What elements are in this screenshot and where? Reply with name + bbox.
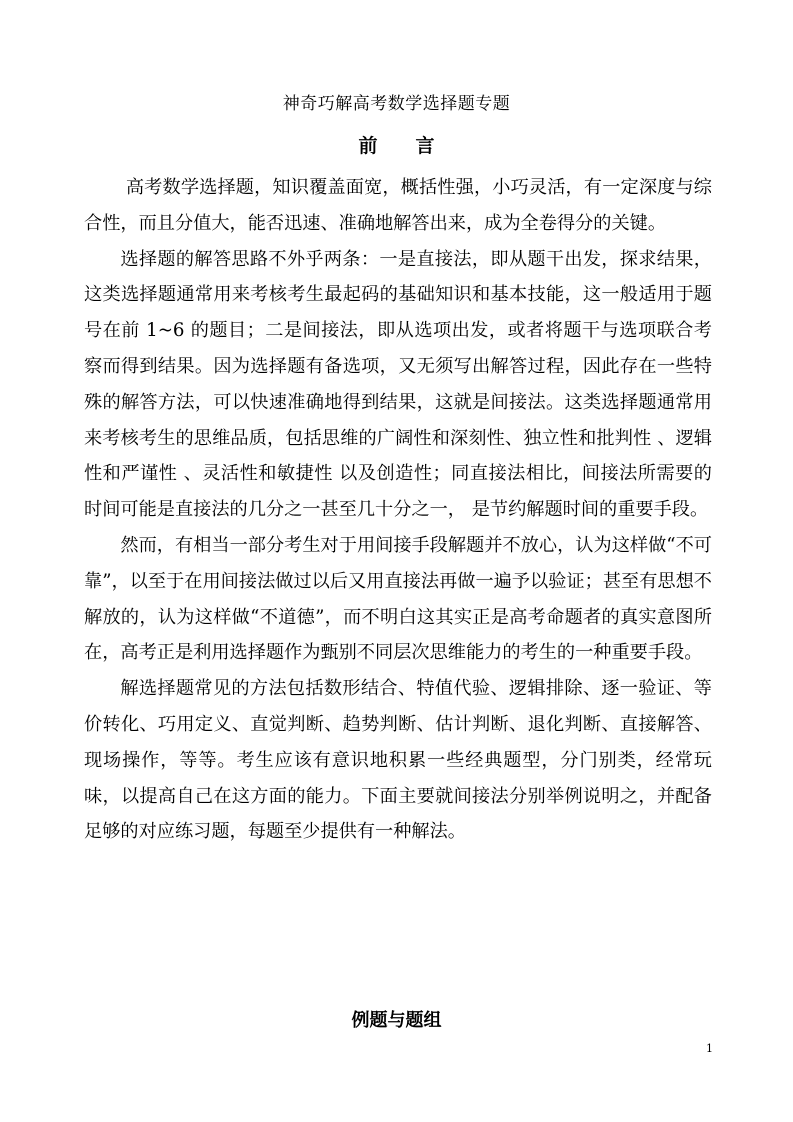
subheading-examples: 例题与题组 [351,1010,442,1031]
document-title: 神奇巧解高考数学选择题专题 [282,94,511,114]
paragraph-solution-approaches: 选择题的解答思路不外乎两条：一是直接法，即从题干出发，探求结果，这类选择题通常用来考核考生最起码的基础知识和基本技能，这一般适用于题号在前 1~6 的题目；二是间接法，即从选项出发，或者将题干与选项联合考察而得到结果。因为选择题有备选项，又无须写出解答过程，因此存在一些特殊的解答方法，可以快速准确地得到结果，这就是间接法。这类选择题通常用来考核考生的思维品质，包括思维的广阔性和深刻性、独立性和批判性 、逻辑性和严谨性 、灵活性和敏捷性 以及创造性；同直接法相比，间接法所需要的时间可能是直接法的几分之一甚至几十分之一， 是节约解题时间的重要手段。 [84,248,712,521]
page-number: 1 [706,1042,713,1055]
section-heading-preface: 前言 [358,135,473,157]
paragraph-common-methods: 解选择题常见的方法包括数形结合、特值代验、逻辑排除、逐一验证、等价转化、巧用定义、直觉判断、趋势判断、估计判断、退化判断、直接解答、现场操作，等等。考生应该有意识地积累一些经典题型，分门别类，经常玩味，以提高自己在这方面的能力。下面主要就间接法分别举例说明之，并配备足够的对应练习题，每题至少提供有一种解法。 [84,678,712,843]
paragraph-intro: 高考数学选择题，知识覆盖面宽，概括性强，小巧灵活，有一定深度与综合性，而且分值大，能否迅速、准确地解答出来，成为全卷得分的关键。 [84,177,712,234]
preface-body [84,170,712,850]
paragraph-student-concerns: 然而，有相当一部分考生对于用间接手段解题并不放心，认为这样做“不可靠”，以至于在用间接法做过以后又用直接法再做一遍予以验证；甚至有思想不解放的，认为这样做“不道德”，而不明白这其实正是高考命题者的真实意图所在，高考正是利用选择题作为甄别不同层次思维能力的考生的一种重要手段。 [84,534,712,664]
